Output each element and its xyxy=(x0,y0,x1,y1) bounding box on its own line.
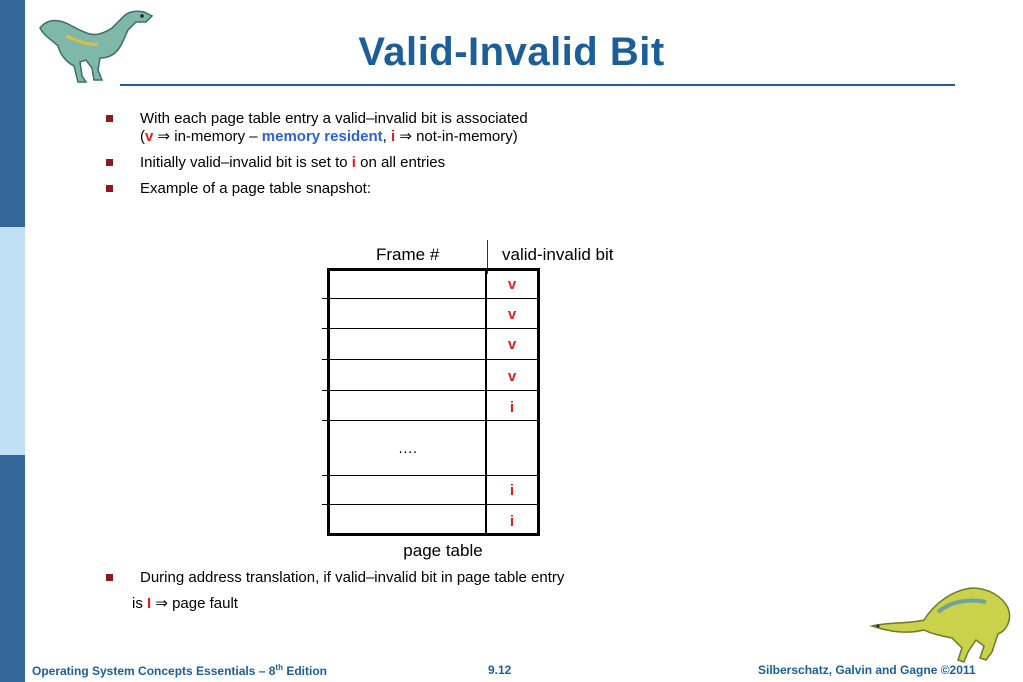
bullet-4-line-1: During address translation, if valid–invalid bit in page table entry xyxy=(140,569,565,586)
dinosaur-bottom-icon xyxy=(868,582,1016,664)
table-row-line xyxy=(330,420,537,421)
bullet-marker xyxy=(106,185,113,192)
bullet-1-line-2: (v ⇒ in-memory – memory resident, i ⇒ not-in-memory) xyxy=(140,128,518,145)
bullet-marker xyxy=(106,115,113,122)
footer-book-title: Operating System Concepts Essentials – 8th Edition xyxy=(32,663,327,678)
invalid-i: i xyxy=(391,128,396,145)
sidebar-band xyxy=(0,0,25,682)
valid-v: v xyxy=(145,128,154,145)
valid-bit-cell: v xyxy=(507,276,517,293)
footer-page-number: 9.12 xyxy=(488,663,512,677)
row-tick xyxy=(322,420,328,421)
row-tick xyxy=(322,328,328,329)
footer-copyright: Silberschatz, Galvin and Gagne ©2011 xyxy=(758,663,976,677)
valid-bit-cell: i xyxy=(509,482,515,499)
valid-bit-cell: v xyxy=(507,306,517,323)
table-row-line xyxy=(330,390,537,391)
frame-column-header: Frame # xyxy=(376,245,440,264)
table-row-line xyxy=(330,298,537,299)
row-tick xyxy=(322,504,328,505)
table-row-line xyxy=(330,328,537,329)
valid-bit-column-header: valid-invalid bit xyxy=(502,245,614,264)
valid-bit-cell: i xyxy=(509,399,515,416)
bullet-2: Initially valid–invalid bit is set to i on all entries xyxy=(140,154,446,171)
row-tick xyxy=(322,298,328,299)
row-tick xyxy=(322,390,328,391)
bullet-4-line-2: is I ⇒ page fault xyxy=(132,595,238,612)
valid-bit-cell: i xyxy=(509,513,515,530)
bullet-marker xyxy=(106,574,113,581)
table-ellipsis: …. xyxy=(397,440,418,457)
page-title: Valid-Invalid Bit xyxy=(358,30,665,74)
table-row-line xyxy=(330,504,537,505)
memory-resident-term: memory resident xyxy=(261,128,383,145)
valid-bit-cell: v xyxy=(507,368,517,385)
title-underline xyxy=(120,84,955,86)
table-caption: page table xyxy=(403,541,483,560)
row-tick xyxy=(322,475,328,476)
valid-bit-cell: v xyxy=(507,336,517,353)
bullet-3: Example of a page table snapshot: xyxy=(140,180,371,197)
bullet-1-line-1: With each page table entry a valid–invalid bit is associated xyxy=(140,110,528,127)
table-row-line xyxy=(330,475,537,476)
bullet-marker xyxy=(106,159,113,166)
sidebar-highlight xyxy=(0,227,25,455)
row-tick xyxy=(322,359,328,360)
table-row-line xyxy=(330,359,537,360)
